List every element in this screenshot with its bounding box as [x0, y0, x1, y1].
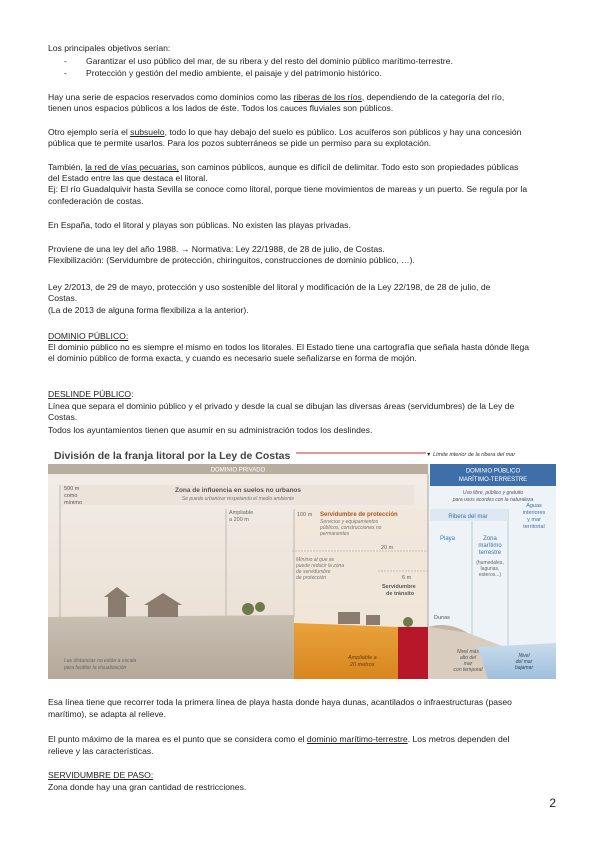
heading-servidumbre-paso: SERVIDUMBRE DE PASO:	[48, 770, 154, 780]
nm1-1: Nivel más	[457, 649, 479, 655]
text: . Los metros dependen del	[407, 734, 510, 744]
objective-item-1: Garantizar el uso público del mar, de su ribera y del resto del dominio público marítimo-terrestre.	[86, 56, 453, 66]
text: , todo lo que hay debajo del suelo es público. Los acuíferos son públicos y hay una concesión	[164, 127, 522, 137]
ribera-label: Ribera del mar	[448, 514, 488, 520]
aguas-4: territorial	[523, 524, 545, 530]
bullet-dash: -	[64, 56, 67, 66]
nm1-4: con temporal	[453, 667, 483, 673]
orange-zone	[294, 623, 398, 679]
vias-pecuarias-link[interactable]: la red de vías pecuarias,	[85, 162, 179, 172]
playa-label: Playa	[440, 536, 456, 542]
nm1-3: mar	[463, 661, 473, 667]
objectives-intro: Los principales objetivos serían:	[48, 43, 171, 53]
m500-1: 500 m	[64, 486, 80, 492]
ampliable-20-1: Ampliable a	[348, 655, 377, 661]
text: Otro ejemplo sería el	[48, 127, 131, 137]
paragraph-line: el dominio público de forma exacta, y cuando es necesario suele señalizarse en forma de mojón.	[48, 353, 417, 363]
m6-label: 6 m	[402, 575, 412, 581]
paragraph-linea-playa: Esa línea tiene que recorrer toda la primera línea de playa hasta donde haya dunas, acantilados o infraestructuras (paseo	[48, 697, 512, 707]
hum-1: (humedales,	[476, 560, 504, 566]
zmt-2: marítimo	[478, 543, 502, 549]
paragraph-line: Costas.	[48, 293, 78, 303]
zona-sub: Se puede urbanizar respetando el medio ambiente	[181, 496, 295, 502]
paragraph-ley-2013: Ley 2/2013, de 29 de mayo, protección y uso sostenible del litoral y modificación de la Ley 22/198, de 28 de julio, de	[48, 282, 491, 292]
paragraph-marea	[48, 734, 560, 745]
public-note-2: para usos acordes con la naturaleza	[452, 497, 534, 503]
paragraph-ley-1988: Proviene de una ley del año 1988. → Normativa: Ley 22/1988, de 28 de julio, de Costas.	[48, 244, 385, 254]
paragraph-line: marítimo), se adapta al relieve.	[48, 709, 166, 719]
dunas-label: Dunas	[434, 615, 450, 621]
nm2-3: bajamar	[514, 665, 534, 671]
paragraph-line: relieve y las características.	[48, 746, 154, 756]
proteccion-title: Servidumbre de protección	[320, 512, 398, 518]
zona-title: Zona de influencia en suelos no urbanos	[174, 487, 302, 494]
public-note-1: Uso libre, público y gratuito	[462, 490, 524, 496]
subsuelo-link[interactable]: subsuelo	[130, 127, 165, 137]
heading-deslinde-publico-row	[48, 389, 560, 400]
red-zone	[398, 627, 428, 679]
nm2-2: del mar	[515, 659, 533, 665]
proteccion-1: Servicios y equipamientos	[320, 519, 379, 525]
aguas-2: interiores	[522, 510, 546, 516]
min-2: puede reducir la zona	[296, 563, 345, 569]
zmt-1: Zona	[483, 536, 497, 542]
nm1-2: alto del	[459, 655, 477, 661]
paragraph-line: Todos los ayuntamientos tienen que asumir en su administración todos los deslindes.	[48, 425, 373, 435]
paragraph-line: Zona donde hay una gran cantidad de restricciones.	[48, 782, 247, 792]
min-4: de protección	[296, 575, 327, 581]
dominio-maritimo-link[interactable]: dominio marítimo-terrestre	[306, 734, 408, 744]
paragraph-espana: En España, todo el litoral y playas son públicas. No existen las playas privadas.	[48, 220, 351, 230]
paragraph-riberas-line2: tienen unos espacios públicos a los lados de éste. Todos los cauces fluviales son públicos.	[48, 103, 394, 113]
public-band-label-1: DOMINIO PÚBLICO	[465, 468, 521, 475]
paragraph-vias-pecuarias	[48, 162, 560, 173]
coastal-division-figure	[48, 447, 556, 679]
text: son caminos públicos, aunque es difícil de delimitar. Todo esto son propiedades públicas	[178, 162, 519, 172]
ampliable-200-2: a 200 m	[229, 517, 249, 523]
paragraph-line: Costas.	[48, 412, 78, 422]
figure-title: División de la franja litoral por la Ley de Costas	[54, 450, 291, 462]
heading-deslinde-publico: DESLINDE PÚBLICO	[48, 389, 132, 399]
heading-colon: :	[131, 389, 134, 399]
proteccion-3: permanentes	[320, 531, 350, 537]
nm2-1: Nivel	[518, 653, 530, 659]
proteccion-2: públicos, construcciones no	[320, 525, 382, 531]
paragraph-riberas	[48, 92, 560, 103]
paragraph-line: Línea que separa el dominio público y el privado y desde la cual se dibujan las diversas áreas (servidumbres) de la Ley de	[48, 401, 515, 411]
zmt-3: terrestre	[478, 550, 502, 556]
ribera-limit-label: ▼ Límite interior de la ribera del mar	[426, 452, 516, 458]
paragraph-subsuelo	[48, 127, 560, 138]
hum-2: lagunas,	[480, 566, 500, 572]
text: Hay una serie de espacios reservados como dominios como las	[48, 92, 294, 102]
m500-2: como	[64, 493, 78, 499]
distances-note-1: Las distancias no están a escala	[64, 658, 137, 664]
text: El punto máximo de la marea es el punto que se considera como el	[48, 734, 307, 744]
aguas-3: y mar	[527, 517, 541, 523]
m20-label: 20 m	[381, 545, 394, 551]
heading-dominio-publico: DOMINIO PÚBLICO:	[48, 331, 129, 341]
riberas-link[interactable]: riberas de los ríos	[293, 92, 362, 102]
objective-item-2: Protección y gestión del medio ambiente, el paisaje y del patrimonio histórico.	[86, 68, 382, 78]
private-band-label: DOMINIO PRIVADO	[210, 467, 266, 474]
paragraph-line: confederación de costas.	[48, 196, 144, 206]
transito-1: Servidumbre	[382, 584, 416, 590]
ampliable-200-1: Ampliable	[229, 510, 254, 516]
text: , dependiendo de la categoría del río,	[361, 92, 505, 102]
public-band-label-2: MARÍTIMO-TERRESTRE	[458, 477, 528, 483]
m100-label: 100 m	[297, 512, 313, 518]
m500-3: mínimo	[64, 500, 83, 506]
transito-2: de tránsito	[386, 591, 415, 597]
paragraph-line: (La de 2013 de alguna forma flexibiliza a la anterior).	[48, 305, 249, 315]
paragraph-line: Ej: El río Guadalquivir hasta Sevilla se conoce como litoral, porque tiene movimientos de mareas y un puerto. Se regula por la	[48, 184, 528, 194]
ampliable-20-2: 20 metros	[350, 662, 375, 668]
paragraph-line: El dominio público no es siempre el mismo en todos los litorales. El Estado tiene una cartografía que señala hasta dónde llega	[48, 342, 530, 352]
hum-3: esteros...)	[478, 572, 502, 578]
bullet-dash: -	[64, 68, 67, 78]
paragraph-line: del Estado entre las que destaca el litoral.	[48, 173, 208, 183]
min-1: Mínimo al que se	[296, 557, 335, 563]
paragraph-subsuelo-line2: pública que te permite usarlos. Para los pozos subterráneos se pide un permiso para su explotación.	[48, 138, 432, 148]
text: También,	[48, 162, 86, 172]
page-number: 2	[549, 796, 556, 810]
aguas-1: Aguas	[526, 503, 542, 509]
distances-note-2: para facilitar la visualización	[64, 665, 127, 671]
min-3: de servidumbre	[296, 569, 331, 575]
paragraph-flexibilizacion: Flexibilización: (Servidumbre de protección, chiringuitos, construcciones de dominio público, …).	[48, 255, 415, 265]
